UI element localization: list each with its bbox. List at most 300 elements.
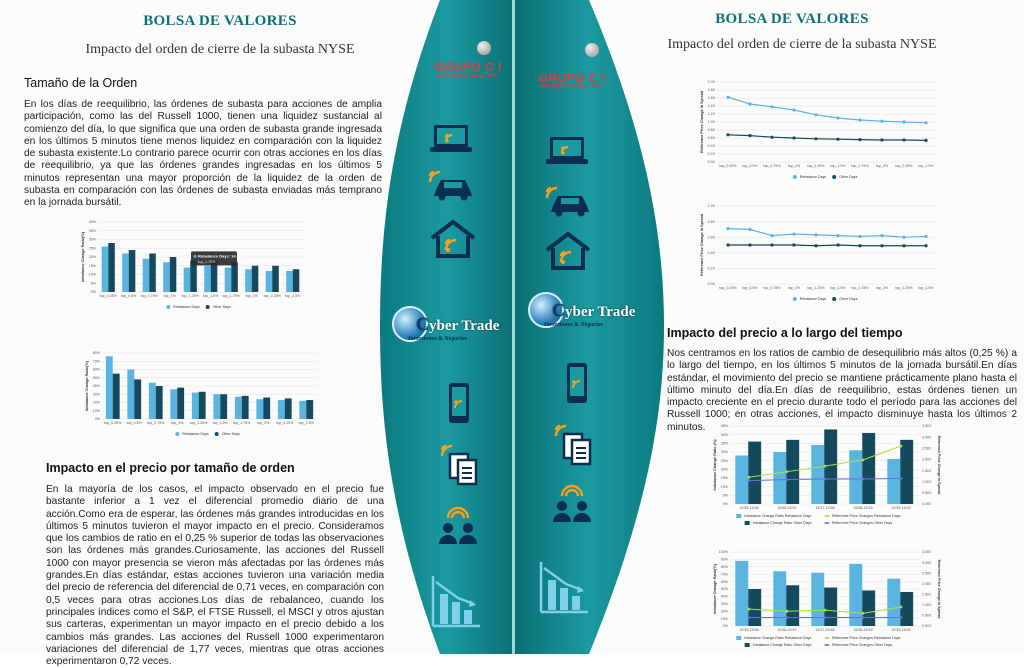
x-tick-label: top_0.5% [742,164,758,168]
chart-ref-price-2 [687,200,947,312]
y-tick-label: 35% [88,228,96,233]
legend-swatch [206,305,210,309]
y2-tick-label: 1.00X [922,603,932,608]
bar-ratio-other [824,588,837,626]
point-price-rebalance [862,612,865,615]
x-tick-label: top_2.5% [298,421,314,425]
x-tick-label: 15:59-16:00 [891,506,911,510]
x-tick-label: top_2.25% [276,421,294,425]
x-tick-label: top_2.25% [895,164,913,168]
point-rebalance-days [858,118,861,121]
bar-ratio-rebalance [811,445,824,504]
bar-rebalance-days [204,266,211,292]
grupo-ci-logo-right [527,71,617,90]
point-rebalance-days [814,113,817,116]
bar-rebalance-days [184,268,191,293]
bar-other-days [293,269,300,292]
chart-svg-lb2 [72,347,327,449]
point-other-days [902,138,905,141]
point-other-days [792,243,795,246]
section-title-order-size: Tamaño de la Orden [24,76,138,90]
y-tick-label: 0.2X [707,266,715,271]
bar-other-days [272,266,279,292]
chart-svg-rl2 [687,200,947,312]
y-tick-label: 10% [92,408,100,413]
chart-ref-price-1 [687,76,947,190]
bar-other-days [252,266,259,292]
bar-rebalance-days [266,271,273,292]
legend-label: Reference Price Changes Rebalance Days [831,514,901,518]
point-rebalance-days [726,227,729,230]
y-tick-label: 80% [92,351,100,356]
x-tick-label: top_1.75% [851,286,869,290]
point-rebalance-days [924,121,927,124]
y-tick-label: 20% [92,400,100,405]
point-price-rebalance [786,470,789,473]
bar-ratio-other [862,590,875,626]
bar-rebalance-days [127,370,134,420]
y-tick-label: 10% [88,272,96,277]
bar-other-days [263,398,270,419]
y-tick-label: 10% [720,484,728,489]
y-axis-label: Imbalance Change Ratio(%) [85,360,89,412]
y2-tick-label: 0.00X [922,624,932,629]
x-tick-label: 15:59-16:00 [891,628,911,632]
x-tick-label: 15:56-15:57 [777,506,797,510]
y-tick-label: 90% [720,557,728,562]
chart-combo-1 [702,422,952,540]
point-price-other [786,478,789,481]
bar-other-days [199,392,206,419]
point-rebalance-days [726,96,729,99]
y-tick-label: 1.6X [707,96,715,101]
point-rebalance-days [858,235,861,238]
paragraph-price-impact: En la mayoría de los casos, el impacto observado en el precio fue bastante inferior a 1 vez el diferencial promedio diario de una acción.Como era de esperar, las órdenes más grandes introducidas en los últimos 5 minutos tuvieron el mayor impacto en el precio. Consideramos que los cambios de ratio en el 0,25 % superior de todas las observaciones son las órdenes más grandes.Curiosamente, las acciones del Russell 1000 con mayor presencia se vieron más afectadas por las órdenes más grandes.En días estándar, estas acciones tuvieron una variación media del precio de referencia del diferencial de 0,71 veces, en comparación con 0,5 veces para otras acciones.Los días de rebalanceo, cuando los principales índices como el S&P, el FTSE Russell, el MSCI y otros ajustan sus carteras, experimentan un mayor impacto en el precio debido a los cambios más grandes. Las acciones del Russell 1000 experimentaron variaciones del diferencial de 1,77 veces, mientras que otras acciones experimentaron 0,72 veces. [46,484,384,668]
y-tick-label: 10% [720,616,728,621]
cyber-trade-logo-right [528,292,653,336]
point-other-days [748,243,751,246]
y-tick-label: 1.4X [707,104,715,109]
house-wifi-icon-right [545,232,591,270]
chart-imbalance-ratio-2 [72,347,327,449]
bar-other-days [129,250,136,292]
y-tick-label: 20% [720,609,728,614]
y2-tick-label: 3.00X [922,560,932,565]
legend-label: Reference Price Changes Rebalance Days [831,636,901,640]
point-rebalance-days [770,105,773,108]
x-tick-label: top_0.25% [99,294,117,298]
y-axis-label: Imbalance Change Ratio (%) [713,439,717,491]
y-tick-label: 80% [720,565,728,569]
bar-ratio-other [748,442,761,504]
x-tick-label: top_1.5% [830,164,846,168]
x-tick-label: top_1.25% [807,286,825,290]
phone-wifi-icon [447,382,471,424]
y2-tick-label: 0.00X [922,502,932,507]
y2-tick-label: 2.00X [922,457,932,462]
point-other-days [770,243,773,246]
grupo-ci-sub-right: INTERNACIONAL INC. [540,84,604,90]
car-wifi-icon [428,166,476,202]
bar-ratio-rebalance [735,455,748,504]
legend-label: Rebalance Days [799,175,827,179]
bar-other-days [231,262,238,292]
point-price-other [900,616,903,619]
legend-swatch [175,432,179,436]
bar-ratio-rebalance [849,564,862,626]
point-price-other [786,616,789,619]
documents-wifi-icon [440,440,480,486]
point-price-other [900,477,903,480]
y2-tick-label: 0.50X [922,491,932,496]
y2-tick-label: 3.00X [922,435,932,440]
y-tick-label: 40% [720,432,728,437]
y-tick-label: 1.0X [707,120,715,125]
tooltip-dot [194,255,197,258]
y-tick-label: 1.8X [707,88,715,93]
point-other-days [858,138,861,141]
point-other-days [924,244,927,247]
point-price-other [748,616,751,619]
section-title-time: Impacto del precio a lo largo del tiempo [667,326,903,340]
point-price-other [862,616,865,619]
cyber-letter: C [416,314,429,334]
point-price-rebalance [748,608,751,611]
legend-label: Other Days [839,175,858,179]
y-tick-label: 0.8X [707,219,715,224]
x-tick-label: top_2% [257,421,270,425]
tooltip-title: Rebalance Days: 14.18% [198,253,245,259]
bar-ratio-rebalance [887,459,900,504]
bar-rebalance-days [286,271,293,292]
point-rebalance-days [748,102,751,105]
bar-other-days [285,398,292,419]
y2-axis-label: Reference Price Change In Spread [937,435,941,495]
cyber-trade-logo-left [392,306,517,350]
y-tick-label: 100% [718,550,728,555]
bar-ratio-other [900,440,913,504]
legend-label: Other Days [212,305,231,309]
bar-rebalance-days [299,401,306,419]
cyber-word-right: yber Trade [565,304,636,320]
legend-swatch [736,514,741,518]
x-tick-label: top_1.75% [233,421,251,425]
cyber-sub: Inversiones & Negocios [408,336,467,342]
people-wifi-icon-right [550,484,594,524]
y-tick-label: 30% [88,237,96,242]
point-rebalance-days [792,108,795,111]
car-wifi-icon-right [545,182,593,218]
x-tick-label: top_2% [875,286,889,290]
point-other-days [858,244,861,247]
x-tick-label: top_0.25% [719,164,737,168]
bar-rebalance-days [149,383,156,419]
x-tick-label: top_2.25% [263,294,281,298]
x-tick-label: top_1.5% [212,421,228,425]
point-other-days [814,137,817,140]
bar-rebalance-days [106,356,113,419]
x-tick-label: top_1.5% [203,294,219,298]
line-other-days [728,135,926,141]
point-other-days [880,244,883,247]
y-tick-label: 15% [720,476,728,481]
x-tick-label: top_0.75% [763,286,781,290]
x-tick-label: top_0.25% [719,286,737,290]
y-tick-label: 0.6X [707,136,715,141]
bar-other-days [220,394,227,419]
point-rebalance-days [902,236,905,239]
y-tick-label: 5% [90,281,96,286]
point-other-days [836,138,839,141]
x-tick-label: top_2.5% [285,294,301,298]
y-tick-label: 15% [88,263,96,268]
point-price-rebalance [900,606,903,609]
cyber-sub-right: Inversiones & Negocios [544,322,603,328]
point-price-other [862,478,865,481]
legend-swatch-dot [826,522,828,524]
grupo-ci-sub: INTERNACIONAL INC. [436,73,500,79]
y-tick-label: 30% [92,392,100,397]
y2-tick-label: 1.50X [922,592,932,597]
y-tick-label: 5% [722,493,728,498]
x-tick-label: 15:56-15:57 [777,628,797,632]
y-axis-label: Reference Price Change In Spread [700,213,704,277]
cyber-letter-right: C [552,300,565,320]
y-tick-label: 30% [720,450,728,455]
y-tick-label: 40% [92,384,100,389]
point-other-days [880,138,883,141]
y-tick-label: 40% [88,220,96,225]
x-tick-label: top_2% [245,294,258,298]
legend-swatch [832,297,836,301]
point-price-rebalance [900,445,903,448]
point-price-rebalance [748,476,751,479]
chart-imbalance-ratio-1 [72,216,312,326]
bar-rebalance-days [102,247,109,293]
bar-rebalance-days [122,254,129,293]
cyber-word: yber Trade [429,318,500,334]
y2-tick-label: 3.50X [922,550,932,555]
bar-other-days [113,374,120,419]
point-rebalance-days [902,120,905,123]
y-axis-label: Imbalance Change Ratio(%) [713,563,717,615]
bar-rebalance-days [192,393,199,419]
point-rebalance-days [924,235,927,238]
legend-label: Reference Price Changes Other Days [831,643,893,647]
y-tick-label: 0% [722,502,728,507]
people-wifi-icon [436,506,480,546]
legend-swatch [793,175,797,179]
point-other-days [792,136,795,139]
laptop-wifi-icon [430,123,472,155]
y-tick-label: 45% [720,424,728,429]
bar-rebalance-days [256,399,263,419]
point-rebalance-days [836,234,839,237]
bar-other-days [177,388,184,419]
legend-label: Imbalance Change Ratio Other Days [752,521,812,525]
y-tick-label: 0.2X [707,152,715,157]
point-other-days [924,139,927,142]
point-other-days [770,136,773,139]
legend-swatch [745,643,750,647]
point-other-days [748,134,751,137]
bar-ratio-other [900,592,913,626]
bar-rebalance-days [278,400,285,419]
x-tick-label: top_0.5% [742,286,758,290]
point-price-other [824,616,827,619]
bar-other-days [156,386,163,419]
point-rebalance-days [792,232,795,235]
legend-swatch [215,432,219,436]
legend-swatch-dot [826,637,828,639]
y-tick-label: 0.0X [707,282,715,287]
bar-rebalance-days [170,389,177,419]
chart-svg-rc1 [702,422,952,540]
point-rebalance-days [814,233,817,236]
y2-tick-label: 2.00X [922,581,932,586]
x-tick-label: top_1% [163,294,176,298]
legend-swatch-dot [826,515,828,517]
bar-rebalance-days [213,394,220,419]
x-tick-label: top_1% [787,286,801,290]
y-tick-label: 25% [88,246,96,251]
legend-swatch [745,521,750,525]
x-tick-label: 15:55-15:56 [739,628,759,632]
chart-svg-rc2 [702,542,952,654]
x-tick-label: top_0.75% [763,164,781,168]
point-other-days [726,243,729,246]
y-tick-label: 0.4X [707,144,715,149]
y-tick-label: 0.0X [707,160,715,165]
y-tick-label: 0.6X [707,235,715,240]
bar-other-days [134,379,141,419]
bar-ratio-rebalance [849,450,862,504]
bar-ratio-other [786,585,799,626]
y2-tick-label: 0.50X [922,613,932,618]
bar-other-days [149,254,156,293]
paragraph-order-size: En los días de reequilibrio, las órdenes de subasta para acciones de amplia participación, como las del Russell 1000, tienen una liquidez sustancial al comienzo del día, lo que significa que una orden de subasta grande ingresada en los últimos 5 minutos tiene menos liquidez en comparación con la liquidez de subasta existente.Lo contrario parece ocurrir con otras acciones en los días de reequilibrio, ya que las órdenes grandes ingresadas en los últimos 5 minutos representan una mayor proporción de la liquidez de la orden de subasta en comparación con las órdenes de subasta enviadas más temprano en la jornada bursátil. [24,99,382,209]
point-price-rebalance [824,465,827,468]
grupo-ci-name-right: GRUPO C I [538,71,606,85]
y-tick-label: 0% [722,624,728,629]
bar-rebalance-days [143,259,150,292]
phone-wifi-icon-right [565,362,589,404]
legend-swatch-dot [826,644,828,646]
chart-svg-rl1 [687,76,947,190]
bar-other-days [242,396,249,419]
x-tick-label: top_1.25% [190,421,208,425]
x-tick-label: top_0.25% [104,421,122,425]
grupo-ci-logo-left [423,60,513,79]
laptop-wifi-icon-right [546,135,588,167]
y2-tick-label: 3.50X [922,424,932,429]
point-other-days [902,244,905,247]
y-tick-label: 20% [88,255,96,260]
chart-svg-lb1 [72,216,312,326]
bar-other-days [170,257,177,292]
y-tick-label: 2.0X [707,80,715,85]
x-tick-label: top_1% [171,421,184,425]
x-tick-label: top_1.25% [181,294,199,298]
legend-label: Other Days [221,432,240,436]
y-tick-label: 1.2X [707,112,715,117]
x-tick-label: top_1.75% [222,294,240,298]
legend-label: Imbalance Change Ratio Rebalance Days [744,514,812,518]
y-axis-label: Imbalance Change Ratio(%) [81,231,85,283]
y-tick-label: 35% [720,441,728,446]
bar-chart-decline-icon [430,574,482,630]
point-rebalance-days [748,228,751,231]
paragraph-time: Nos centramos en los ratios de cambio de desequilibrio más altos (0,25 %) a lo largo del tiempo, en los últimos 5 minutos de la jornada bursátil.En días estándar, el movimiento del precio se mantiene prácticamente plano hasta el último minuto del día.En días de reequilibrio, estas órdenes tienen un impacto creciente en el precio durante todo el período para las acciones del Russell 1000; en otras acciones, el impacto disminuye hasta los últimos 2 minutos. [667,348,1017,433]
point-price-other [748,479,751,482]
x-tick-label: top_1% [787,164,801,168]
x-tick-label: 15:58-15:59 [853,506,873,510]
y2-tick-label: 2.50X [922,571,932,576]
y-tick-label: 25% [720,458,728,463]
section-title-price-impact: Impacto en el precio por tamaño de orden [46,461,295,475]
point-rebalance-days [880,234,883,237]
page-subheading-right: Impacto del orden de cierre de la subasta NYSE [667,37,937,52]
y2-tick-label: 2.50X [922,446,932,451]
point-rebalance-days [880,120,883,123]
bar-other-days [306,400,313,419]
bar-rebalance-days [163,262,170,292]
x-tick-label: 15:57-15:58 [815,506,835,510]
x-tick-label: top_1.75% [851,164,869,168]
y-tick-label: 50% [92,375,100,380]
x-tick-label: top_0.5% [121,294,137,298]
bar-ratio-rebalance [887,579,900,626]
x-tick-label: top_0.75% [147,421,165,425]
y-tick-label: 50% [720,587,728,592]
house-wifi-icon [430,220,476,258]
x-tick-label: 15:55-15:56 [739,506,759,510]
legend-swatch [793,297,797,301]
y-tick-label: 40% [720,594,728,599]
point-price-other [824,478,827,481]
x-tick-label: top_1.25% [807,164,825,168]
legend-swatch [832,175,836,179]
documents-wifi-icon-right [554,420,594,466]
legend-label: Rebalance Days [182,432,209,436]
x-tick-label: top_1.5% [830,286,846,290]
x-tick-label: top_2% [875,164,889,168]
legend-label: Imbalance Change Ratio Other Days [752,643,812,647]
point-rebalance-days [770,234,773,237]
y-tick-label: 1.0X [707,204,715,209]
chart-combo-2 [702,542,952,654]
y-axis-label: Reference Price Change In Spread [700,90,704,154]
x-tick-label: top_0.5% [126,421,142,425]
x-tick-label: 15:58-15:59 [853,628,873,632]
logo-ball-left [477,41,491,55]
y-tick-label: 0.4X [707,251,715,255]
bar-ratio-other [748,589,761,626]
y2-tick-label: 1.50X [922,468,932,473]
point-other-days [726,133,729,136]
bar-rebalance-days [225,268,232,293]
bar-ratio-rebalance [735,561,748,626]
x-tick-label: top_2.5% [918,286,934,290]
bar-rebalance-days [235,397,242,419]
bar-ratio-other [862,433,875,504]
tooltip-sub: top_1.75% [198,259,216,264]
page-subheading: Impacto del orden de cierre de la subasta NYSE [85,42,355,57]
legend-label: Reference Price Changes Other Days [831,521,893,525]
legend-swatch [736,636,741,640]
x-tick-label: top_2.5% [918,164,934,168]
x-tick-label: 15:57-15:58 [815,628,835,632]
